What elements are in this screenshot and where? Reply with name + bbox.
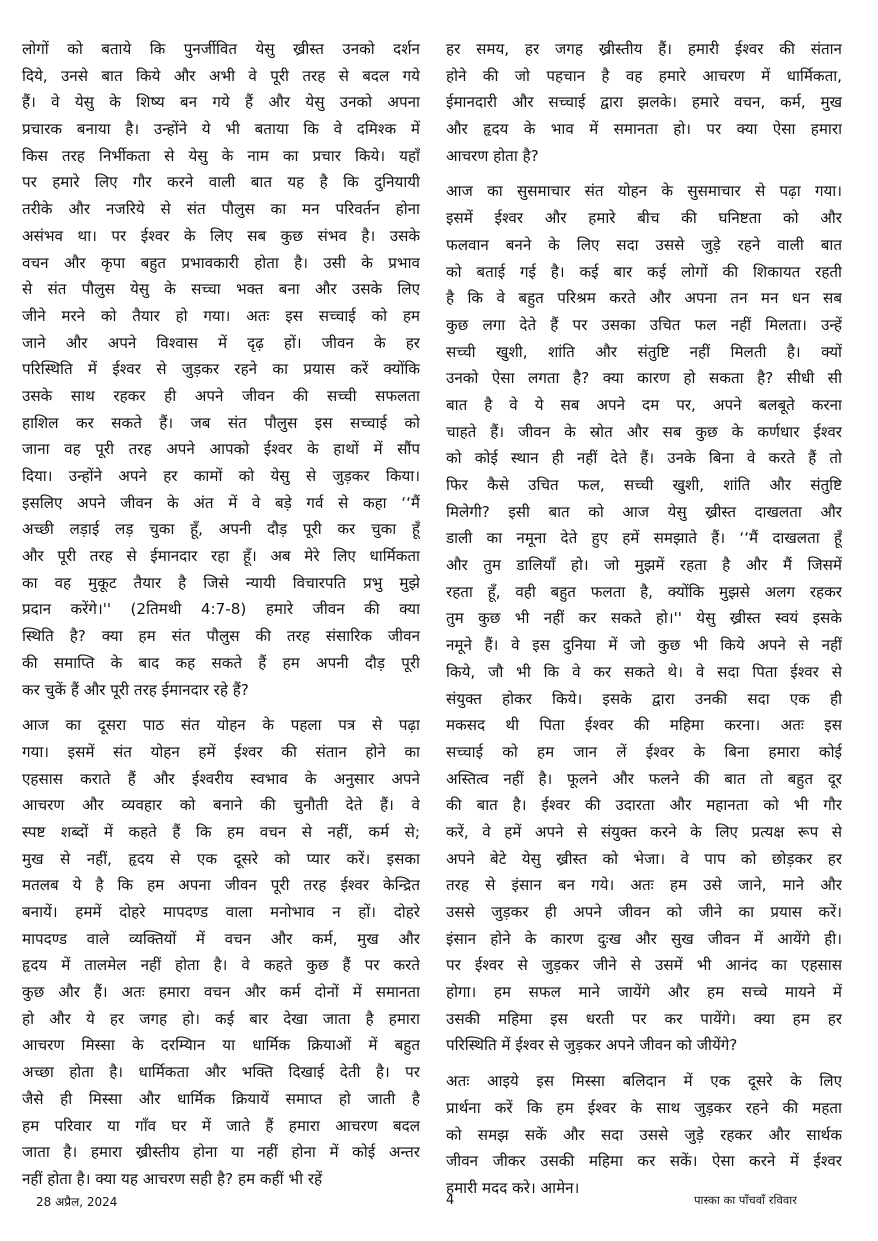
text-line: उससे जुड़कर ही अपने जीवन को जीने का प्रयास करें। <box>446 903 842 921</box>
text-line: और पूरी तरह से ईमानदार रहा हूँ। अब मेरे लिए धार्मिकता <box>22 547 420 566</box>
text-line: मिलेगी? इसी बात को आज येसु ख्रीस्त दाखलता और <box>446 502 842 521</box>
text-line: करें, वे हमें अपने से संयुक्त करने के लिए प्रत्यक्ष रूप से <box>446 822 842 841</box>
text-line: जाने और अपने विश्वास में दृढ़ हों। जीवन के हर <box>22 333 420 352</box>
text-line: चाहते हैं। जीवन के स्रोत और सब कुछ के कर्णधार ईश्वर <box>446 422 842 441</box>
text-line: अच्छी लड़ाई लड़ चुका हूँ, अपनी दौड़ पूरी कर चुका हूँ <box>22 520 420 539</box>
text-line: की बात है। ईश्वर की उदारता और महानता को भी गौर <box>446 796 842 815</box>
text-line: तुम कुछ भी नहीं कर सकते हो।'' येसु ख्रीस्त स्वयं इसके <box>446 609 842 628</box>
text-line: और तुम डालियाँ हो। जो मुझमें रहता है और मैं जिसमें <box>446 556 842 575</box>
text-line: नहीं होता है। क्या यह आचरण सही है? हम कहीं भी रहें <box>22 1169 323 1188</box>
text-line: होगा। हम सफल माने जायेंगे और हम सच्चे मायने में <box>446 983 842 1002</box>
text-line: कुछ लगा देते हैं पर उसका उचित फल नहीं मिलता। उन्हें <box>446 315 842 334</box>
text-line: असंभव था। पर ईश्वर के लिए सब कुछ संभव है। उसके <box>22 226 420 245</box>
text-line: और हृदय के भाव में समानता हो। पर क्या ऐसा हमारा <box>446 120 842 139</box>
text-line: दिये, उनसे बात किये और अभी वे पूरी तरह से बदल गये <box>22 66 420 85</box>
text-line: उनको ऐसा लगता है? क्या कारण हो सकता है? सीधी सी <box>446 369 842 388</box>
text-line: आचरण होता है? <box>446 146 539 165</box>
text-line: अतः आइये इस मिस्सा बलिदान में एक दूसरे के लिए <box>446 1072 842 1091</box>
text-line: स्पष्ट शब्दों में कहते हैं कि हम वचन से नहीं, कर्म से; <box>22 822 420 841</box>
text-line: उसकी महिमा इस धरती पर कर पायेंगे। क्या हम हर <box>446 1009 842 1028</box>
text-line: गया। इसमें संत योहन हमें ईश्वर की संतान होने का <box>22 742 420 761</box>
text-line: को कोई स्थान ही नहीं देते हैं। उनके बिना वे करते हैं तो <box>446 449 842 468</box>
text-line: सच्ची खुशी, शांति और संतुष्टि नहीं मिलती है। क्यों <box>446 342 842 361</box>
text-line: मापदण्ड वाले व्यक्तियों में वचन और कर्म, मुख और <box>22 929 420 948</box>
paragraph <box>446 36 842 169</box>
text-line: को समझ सकें और सदा उससे जुड़े रहकर और सार्थक <box>446 1125 842 1144</box>
text-line: आचरण और व्यवहार को बनाने की चुनौती देते हैं। वे <box>22 796 420 815</box>
text-line: हैं। वे येसु के शिष्य बन गये हैं और येसु उनको अपना <box>22 93 420 112</box>
text-line: की समाप्ति के बाद कह सकते हैं हम अपनी दौड़ पूरी <box>22 653 420 672</box>
text-line: हमारी मदद करे। आमेन। <box>446 1178 580 1197</box>
paragraph <box>446 178 842 1059</box>
text-line: कुछ और हैं। अतः हमारा वचन और कर्म दोनों में समानता <box>22 983 420 1002</box>
text-line: है कि वे बहुत परिश्रम करते और अपना तन मन धन सब <box>446 289 842 308</box>
text-line: मकसद थी पिता ईश्वर की महिमा करना। अतः इस <box>446 716 842 735</box>
text-line: संयुक्त होकर किये। इसके द्वारा उनकी सदा एक ही <box>446 689 842 708</box>
text-line: बात है वे ये सब अपने दम पर, अपने बलबूते करना <box>446 395 842 414</box>
text-line: स्थिति है? क्या हम संत पौलुस की तरह संसारिक जीवन <box>22 627 420 646</box>
text-line: डाली का नमूना देते हुए हमें समझाते हैं। ‘‘मैं दाखलता हूँ <box>446 529 842 548</box>
text-line: हर समय, हर जगह ख्रीस्तीय हैं। हमारी ईश्वर की संतान <box>446 40 842 58</box>
paragraph <box>22 36 420 703</box>
text-line: प्रदान करेंगे।'' (2तिमथी 4:7-8) हमारे जीवन की क्या <box>22 600 420 619</box>
text-line: मुख से नहीं, हृदय से एक दूसरे को प्यार करें। इसका <box>22 849 420 868</box>
text-line: आज का सुसमाचार संत योहन के सुसमाचार से पढ़ा गया। <box>446 182 842 201</box>
text-line: पर हमारे लिए गौर करने वाली बात यह है कि दुनियायी <box>22 173 420 192</box>
text-line: वचन और कृपा बहुत प्रभावकारी होता है। उसी के प्रभाव <box>22 253 420 272</box>
text-line: जाता है। हमारा ख्रीस्तीय होना या नहीं होना में कोई अन्तर <box>22 1143 420 1162</box>
text-line: अस्तित्व नहीं है। फूलने और फलने की बात तो बहुत दूर <box>446 769 842 788</box>
footer-title: पास्का का पाँचवाँ रविवार <box>694 1193 797 1207</box>
text-line: इसलिए अपने जीवन के अंत में वे बड़े गर्व से कहा ‘‘मैं <box>22 493 420 512</box>
text-line: नमूने हैं। वे इस दुनिया में जो कुछ भी किये अपने से नहीं <box>446 636 842 655</box>
text-line: जैसे ही मिस्सा और धार्मिक क्रियायें समाप्त हो जाती है <box>22 1089 420 1108</box>
text-line: अपने बेटे येसु ख्रीस्त को भेजा। वे पाप को छोड़कर हर <box>446 849 842 868</box>
text-line: परिस्थिति में ईश्वर से जुड़कर अपने जीवन को जीयेंगे? <box>446 1036 738 1055</box>
text-line: जीवन जीकर उसकी महिमा कर सकें। ऐसा करने में ईश्वर <box>446 1152 842 1171</box>
text-line: सच्चाई को हम जान लें ईश्वर के बिना हमारा कोई <box>446 742 842 761</box>
text-line: को बताई गई है। कई बार कई लोगों की शिकायत रहती <box>446 262 842 281</box>
text-line: लोगों को बताये कि पुनर्जीवित येसु ख्रीस्त उनको दर्शन <box>22 40 420 58</box>
text-line: बनायें। हममें दोहरे मापदण्ड वाला मनोभाव न हों। दोहरे <box>22 903 420 921</box>
text-line: तरह से इंसान बन गये। अतः हम उसे जाने, माने और <box>446 876 842 895</box>
text-line: आज का दूसरा पाठ संत योहन के पहला पत्र से पढ़ा <box>22 716 420 735</box>
text-line: अच्छा होता है। धार्मिकता और भक्ति दिखाई देती है। पर <box>22 1063 420 1082</box>
text-line: ईमानदारी और सच्चाई द्वारा झलके। हमारे वचन, कर्म, मुख <box>446 93 842 112</box>
text-line: फलवान बनने के लिए सदा उससे जुड़े रहने वाली बात <box>446 235 842 254</box>
paragraph <box>22 712 420 1192</box>
text-line: एहसास कराते हैं और ईश्वरीय स्वभाव के अनुसार अपने <box>22 769 420 788</box>
right-column <box>446 36 842 1211</box>
text-line: हो और ये हर जगह हो। कई बार देखा जाता है हमारा <box>22 1009 420 1028</box>
text-line: होने की जो पहचान है वह हमारे आचरण में धार्मिकता, <box>446 66 842 85</box>
paragraph <box>446 1068 842 1201</box>
text-line: दिया। उन्होंने अपने हर कामों को येसु से जुड़कर किया। <box>22 467 420 485</box>
text-line: प्रार्थना करें कि हम ईश्वर के साथ जुड़कर रहने की महता <box>446 1098 842 1117</box>
text-line: पर ईश्वर से जुड़कर जीने से उसमें भी आनंद का एहसास <box>446 956 842 975</box>
text-line: हाशिल कर सकते हैं। जब संत पौलुस इस सच्चाई को <box>22 413 420 432</box>
text-line: इसमें ईश्वर और हमारे बीच की घनिष्टता को और <box>446 209 842 228</box>
text-line: फिर कैसे उचित फल, सच्ची खुशी, शांति और संतुष्टि <box>446 476 842 494</box>
text-line: तरीके और नजरिये से संत पौलुस का मन परिवर्तन होना <box>22 200 420 219</box>
text-line: इंसान होने के कारण दुःख और सुख जीवन में आयेंगे ही। <box>446 929 842 948</box>
text-line: कर चुकें हैं और पूरी तरह ईमानदार रहे हैं? <box>22 680 249 699</box>
text-line: आचरण मिस्सा के दरम्यिान या धार्मिक क्रियाओं में बहुत <box>22 1036 420 1055</box>
text-line: का वह मुकूट तैयार है जिसे न्यायी विचारपति प्रभु मुझे <box>22 573 420 592</box>
footer-date: 28 अप्रैल, 2024 <box>36 1195 118 1209</box>
text-line: किये, जौ भी कि वे कर सकते थे। वे सदा पिता ईश्वर से <box>446 662 842 681</box>
text-line: जीने मरने को तैयार हो गया। अतः इस सच्चाई को हम <box>22 306 420 325</box>
text-line: किस तरह निर्भीकता से येसु के नाम का प्रचार किये। यहाँ <box>22 146 420 165</box>
text-line: से संत पौलुस येसु के सच्चा भक्त बना और उसके लिए <box>22 280 420 299</box>
text-line: हृदय में तालमेल नहीं होता है। वे कहते कुछ हैं पर करते <box>22 956 420 975</box>
text-line: रहता हूँ, वही बहुत फलता है, क्योंकि मुझसे अलग रहकर <box>446 582 842 601</box>
text-line: उसके साथ रहकर ही अपने जीवन की सच्ची सफलता <box>22 386 420 405</box>
text-line: हम परिवार या गाँव घर में जाते हैं हमारा आचरण बदल <box>22 1116 420 1135</box>
left-column <box>22 36 420 1202</box>
text-line: जाना वह पूरी तरह अपने आपको ईश्वर के हाथों में सौंप <box>22 440 420 459</box>
text-line: प्रचारक बनाया है। उन्होंने ये भी बताया कि वे दमिश्क में <box>22 120 420 139</box>
page-number: 4 <box>446 1193 455 1208</box>
text-line: परिस्थिति में ईश्वर से जुड़कर रहने का प्रयास करें क्योंकि <box>22 360 420 379</box>
text-line: मतलब ये है कि हम अपना जीवन पूरी तरह ईश्वर केन्द्रित <box>22 876 420 895</box>
